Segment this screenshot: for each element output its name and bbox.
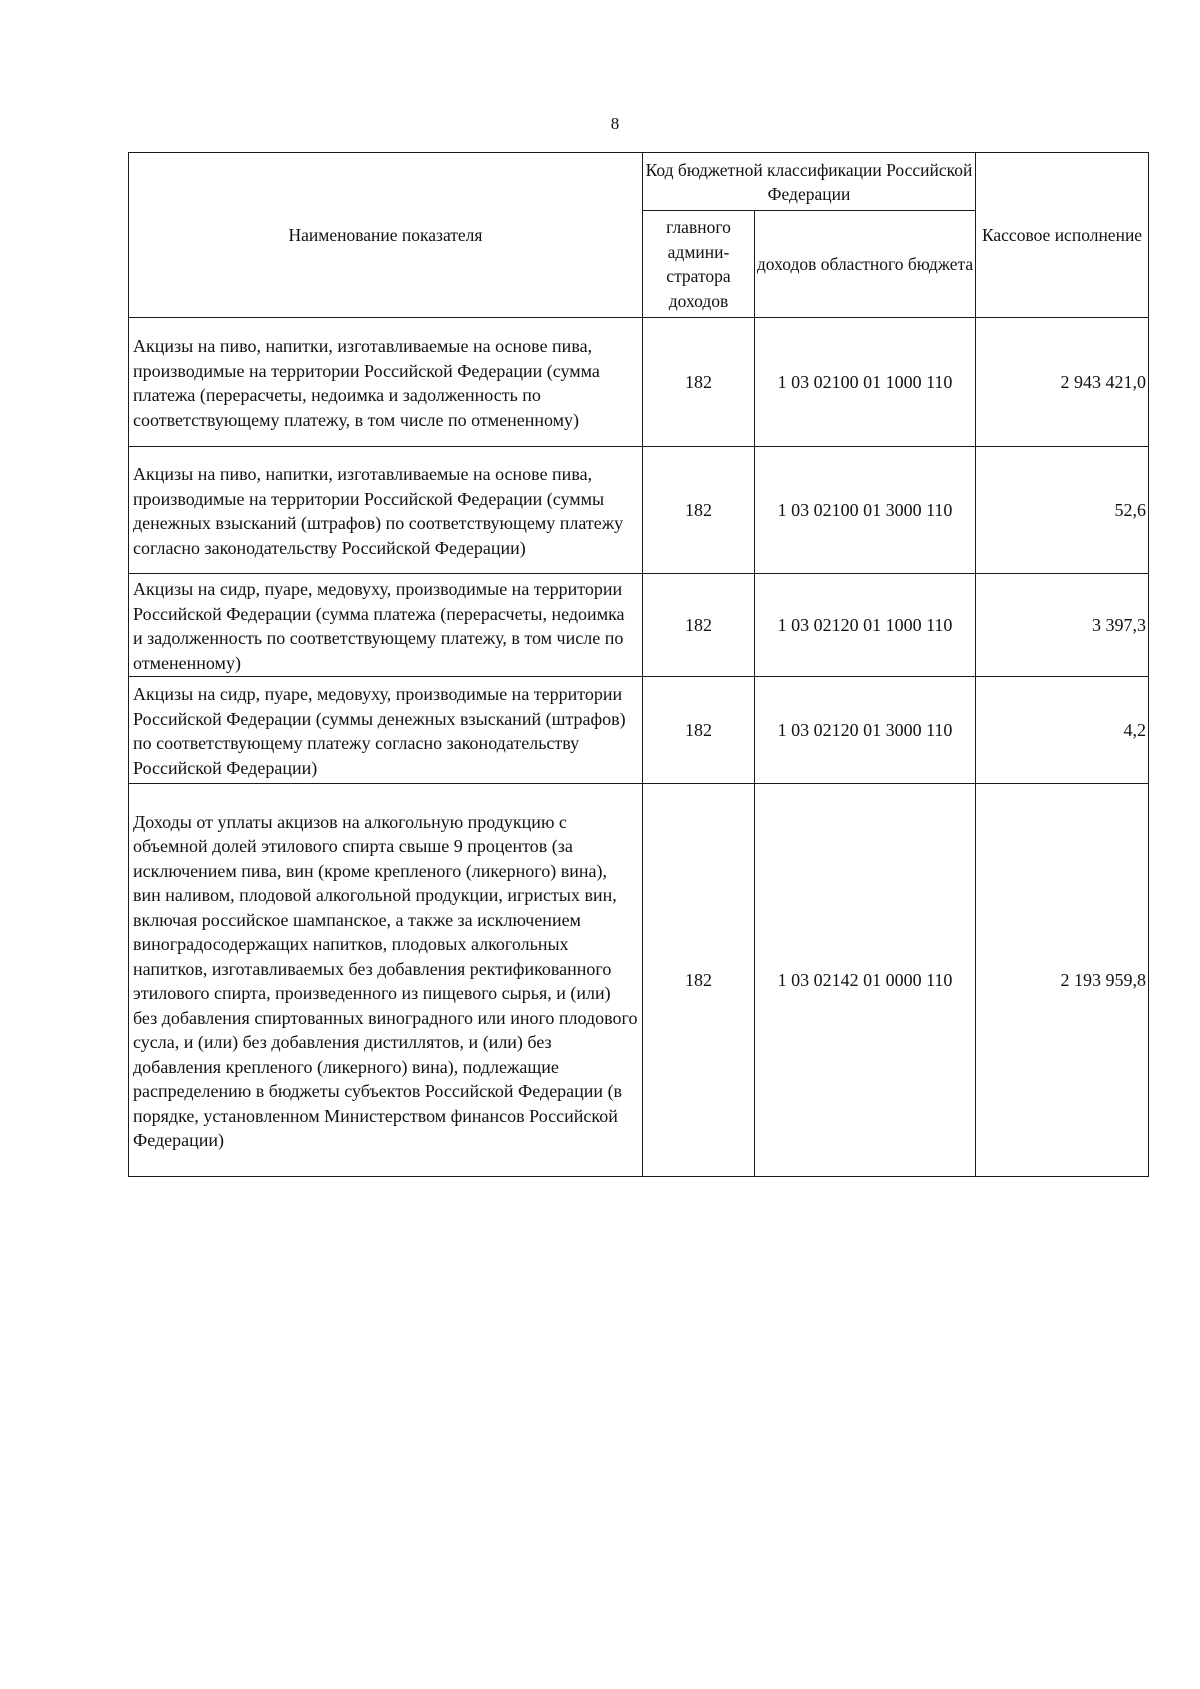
budget-table bbox=[128, 152, 1149, 1177]
header-budget-income: доходов областного бюджета bbox=[755, 211, 976, 318]
row-budget-code: 1 03 02142 01 0000 110 bbox=[755, 784, 976, 1177]
row-name: Доходы от уплаты акцизов на алкогольную продукцию с объемной долей этилового спирта свыше 9 процентов (за исключением пива, вин (кроме крепленого (ликерного) вина), вин наливом, плодовой алкогольной продукции, игристых вин, включая российское шампанское, а также за исключением виноградосодержащих напитков, плодовых алкогольных напитков, изготавливаемых без добавления ректификованного этилового спирта, произведенного из пищевого сырья, и (или) без добавления спиртованных виноградного или иного плодового сусла, и (или) без добавления дистиллятов, и (или) без добавления крепленого (ликерного) вина), подлежащие распределению в бюджеты субъектов Российской Федерации (в порядке, установленном Министерством финансов Российской Федерации) bbox=[129, 784, 643, 1177]
table-row bbox=[129, 318, 1149, 447]
row-budget-code: 1 03 02100 01 3000 110 bbox=[755, 447, 976, 574]
table-row bbox=[129, 447, 1149, 574]
row-budget-code: 1 03 02120 01 3000 110 bbox=[755, 677, 976, 784]
header-admin: главного админи-стратора доходов bbox=[643, 211, 755, 318]
row-admin-code: 182 bbox=[643, 318, 755, 447]
header-execution: Кассовое исполнение bbox=[976, 153, 1149, 318]
table-row bbox=[129, 784, 1149, 1177]
row-execution: 52,6 bbox=[976, 447, 1149, 574]
row-execution: 2 193 959,8 bbox=[976, 784, 1149, 1177]
page-number: 8 bbox=[610, 114, 620, 133]
row-name: Акцизы на пиво, напитки, изготавливаемые на основе пива, производимые на территории Российской Федерации (сумма платежа (перерасчеты, недоимка и задолженность по соответствующему платежу, в том числе по отмененному) bbox=[129, 318, 643, 447]
row-execution: 3 397,3 bbox=[976, 574, 1149, 677]
row-admin-code: 182 bbox=[643, 574, 755, 677]
table-row bbox=[129, 574, 1149, 677]
row-name: Акцизы на пиво, напитки, изготавливаемые на основе пива, производимые на территории Российской Федерации (суммы денежных взысканий (штрафов) по соответствующему платежу согласно законодательству Российской Федерации) bbox=[129, 447, 643, 574]
row-name: Акцизы на сидр, пуаре, медовуху, производимые на территории Российской Федерации (суммы денежных взысканий (штрафов) по соответствующему платежу согласно законодательству Российской Федерации) bbox=[129, 677, 643, 784]
row-admin-code: 182 bbox=[643, 447, 755, 574]
row-name: Акцизы на сидр, пуаре, медовуху, производимые на территории Российской Федерации (сумма платежа (перерасчеты, недоимка и задолженность по соответствующему платежу, в том числе по отмененному) bbox=[129, 574, 643, 677]
row-admin-code: 182 bbox=[643, 784, 755, 1177]
table-row bbox=[129, 677, 1149, 784]
row-execution: 4,2 bbox=[976, 677, 1149, 784]
header-code-group: Код бюджетной классификации Российской Федерации bbox=[643, 153, 976, 211]
row-budget-code: 1 03 02100 01 1000 110 bbox=[755, 318, 976, 447]
header-name: Наименование показателя bbox=[129, 153, 643, 318]
row-execution: 2 943 421,0 bbox=[976, 318, 1149, 447]
row-budget-code: 1 03 02120 01 1000 110 bbox=[755, 574, 976, 677]
row-admin-code: 182 bbox=[643, 677, 755, 784]
